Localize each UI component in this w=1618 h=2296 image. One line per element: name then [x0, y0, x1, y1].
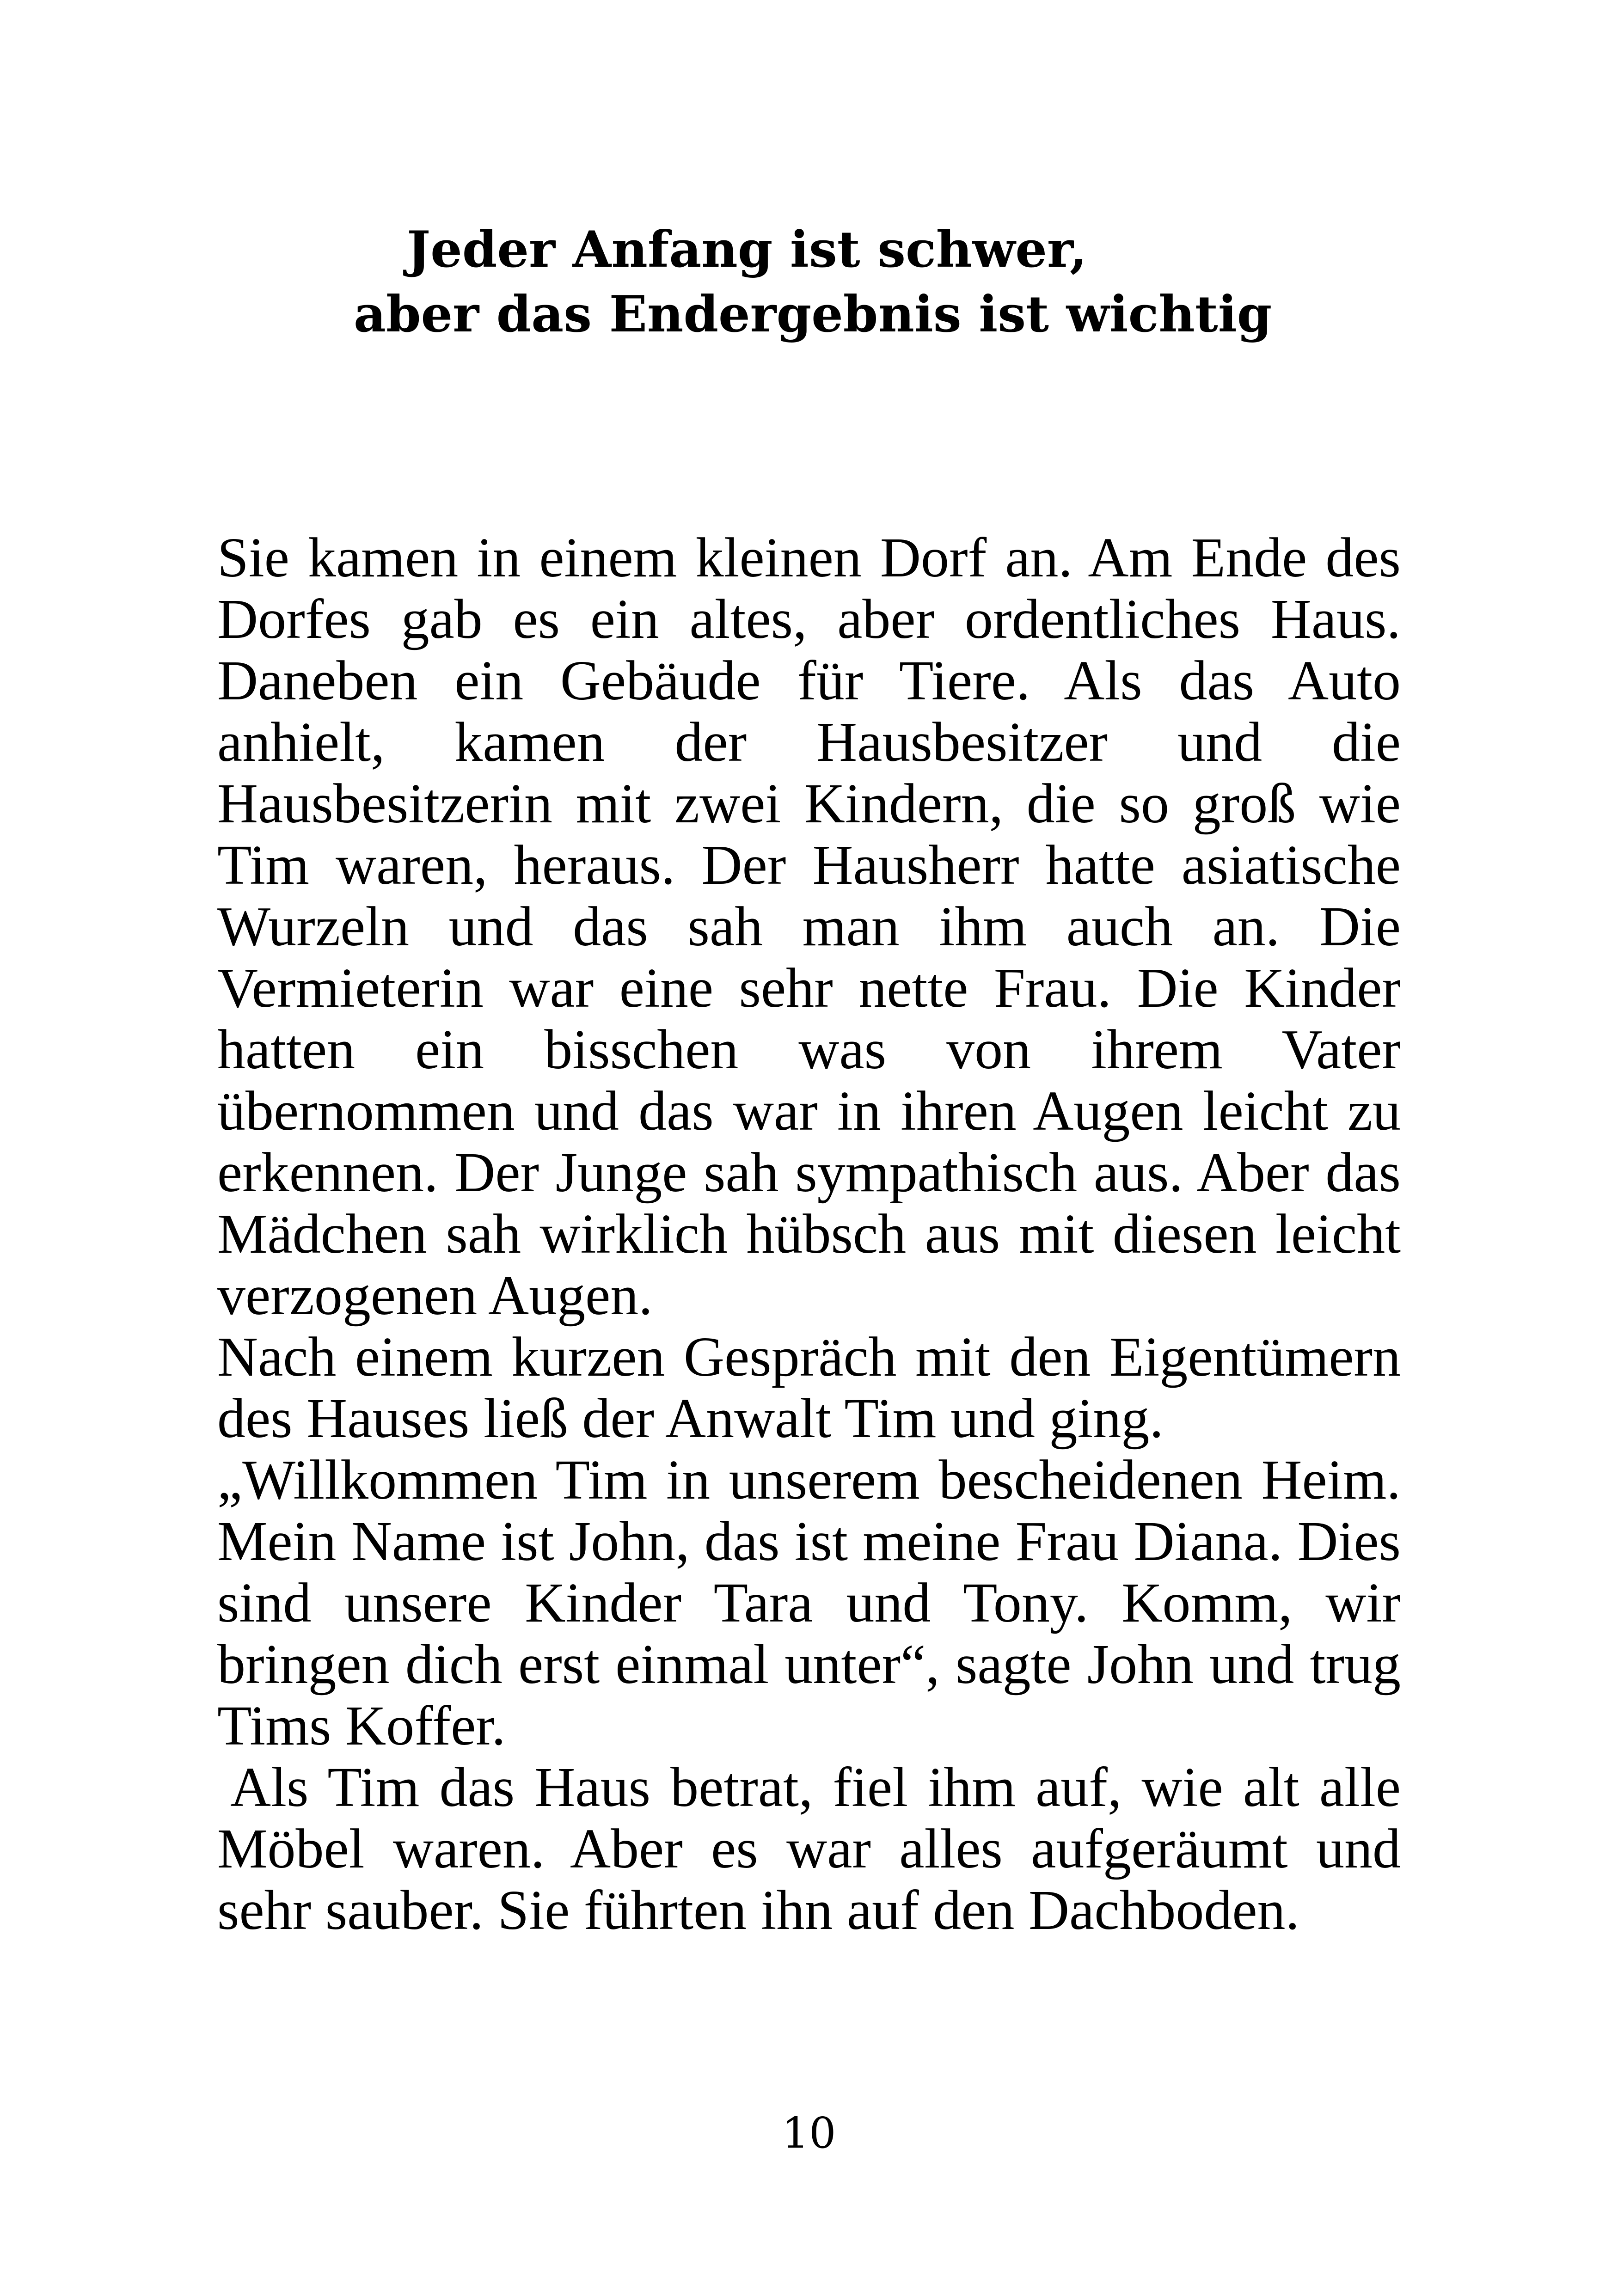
- chapter-heading-line-1: Jeder Anfang ist schwer,: [407, 220, 1087, 279]
- chapter-heading-line-2: aber das Endergebnis ist wichtig: [354, 285, 1272, 343]
- paragraph-arrival: Sie kamen in einem kleinen Dorf an. Am Ende des Dorfes gab es ein altes, aber ordentliches Haus. Daneben ein Gebäude für Tiere. Als das Auto anhielt, kamen der Hausbesitzer und die Hausbesitzerin mit zwei Kindern, die so groß wie Tim waren, heraus. Der Hausherr hatte asiatische Wurzeln und das sah man ihm auch an. Die Vermieterin war eine sehr nette Frau. Die Kinder hatten ein bisschen was von ihrem Vater übernommen und das war in ihren Augen leicht zu erkennen. Der Junge sah sympathisch aus. Aber das Mädchen sah wirklich hübsch aus mit diesen leicht verzogenen Augen.: [217, 527, 1401, 1327]
- chapter-heading: [324, 217, 1387, 347]
- paragraph-welcome: „Willkommen Tim in unserem bescheidenen Heim. Mein Name ist John, das ist meine Frau Diana. Dies sind unsere Kinder Tara und Tony. Komm, wir bringen dich erst einmal unter“, sagte John und trug Tims Koffer.: [217, 1449, 1401, 1757]
- paragraph-lawyer-leaves: Nach einem kurzen Gespräch mit den Eigentümern des Hauses ließ der Anwalt Tim und ging.: [217, 1326, 1401, 1450]
- page-number: 10: [782, 2108, 836, 2158]
- body-text: [217, 527, 1401, 1941]
- paragraph-entering-house: Als Tim das Haus betrat, fiel ihm auf, wie alt alle Möbel waren. Aber es war alles aufgeräumt und sehr sauber. Sie führten ihn auf den Dachboden.: [217, 1756, 1401, 1941]
